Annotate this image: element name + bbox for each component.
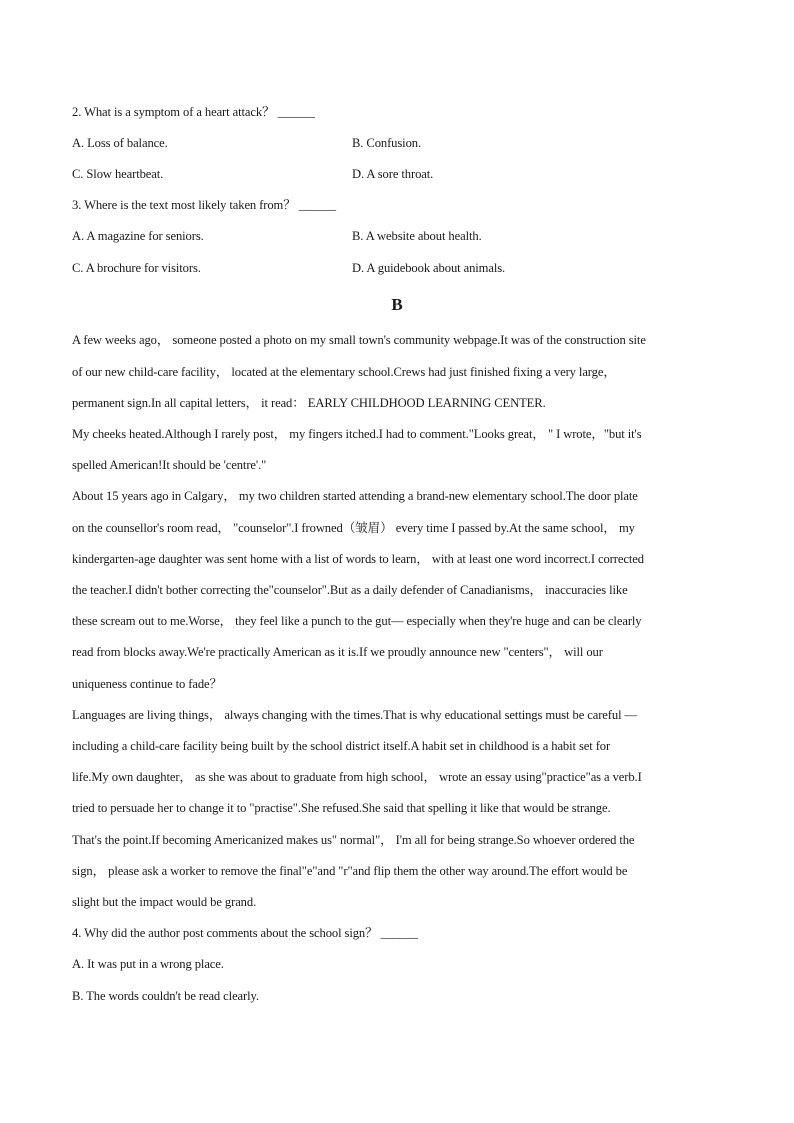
passage-line: A few weeks ago， someone posted a photo on my small town's community webpage.It was of the construction site [72,333,646,347]
passage-line: on the counsellor's room read， "counselor".I frowned（皱眉） every time I passed by.At the same school， my [72,521,635,535]
question-4-option-b: B. The words couldn't be read clearly. [72,989,259,1003]
passage-line: the teacher.I didn't bother correcting the"counselor".But as a daily defender of Canadianisms， inaccuracies like [72,583,628,597]
question-4-option-a: A. It was put in a wrong place. [72,957,224,971]
question-3-option-a: A. A magazine for seniors. [72,229,204,243]
question-2-stem: 2. What is a symptom of a heart attack？ ______ [72,105,315,119]
passage-line: of our new child-care facility， located at the elementary school.Crews had just finished fixing a very large， [72,365,616,379]
passage-line: About 15 years ago in Calgary， my two children started attending a brand-new elementary school.The door plate [72,489,638,503]
passage-line: spelled American!It should be 'centre'." [72,458,267,472]
question-4-stem: 4. Why did the author post comments about the school sign？ ______ [72,926,418,940]
passage-line: That's the point.If becoming Americanized makes us" normal"， I'm all for being strange.So whoever ordered the [72,833,635,847]
question-3-option-b: B. A website about health. [352,229,482,243]
passage-line: sign， please ask a worker to remove the final"e"and "r"and flip them the other way around.The effort would be [72,864,628,878]
question-2-option-c: C. Slow heartbeat. [72,167,164,181]
question-3-option-d: D. A guidebook about animals. [352,261,506,275]
question-3-option-c: C. A brochure for visitors. [72,261,201,275]
passage-line: Languages are living things， always changing with the times.That is why educational settings must be careful — [72,708,638,722]
passage-line: kindergarten-age daughter was sent home with a list of words to learn， with at least one word incorrect.I corrected [72,552,644,566]
passage-line: permanent sign.In all capital letters， it read： EARLY CHILDHOOD LEARNING CENTER. [72,396,546,410]
passage-line: My cheeks heated.Although I rarely post， my fingers itched.I had to comment."Looks great， " I wrote，"but it's [72,427,642,441]
passage-line: slight but the impact would be grand. [72,895,257,909]
passage-line: including a child-care facility being built by the school district itself.A habit set in childhood is a habit set for [72,739,611,753]
passage-line: these scream out to me.Worse， they feel like a punch to the gut— especially when they're huge and can be clearly [72,614,642,628]
passage-line: uniqueness continue to fade？ [72,677,223,691]
question-2-option-b: B. Confusion. [352,136,422,150]
question-2-option-a: A. Loss of balance. [72,136,168,150]
passage-line: life.My own daughter， as she was about to graduate from high school， wrote an essay using"practice"as a verb.I [72,770,642,784]
question-2-option-d: D. A sore throat. [352,167,434,181]
passage-line: read from blocks away.We're practically American as it is.If we proudly announce new "centers"， will our [72,645,603,659]
section-heading: B [391,295,403,314]
question-3-stem: 3. Where is the text most likely taken from？ ______ [72,198,336,212]
passage-line: tried to persuade her to change it to "practise".She refused.She said that spelling it like that would be strange. [72,801,611,815]
